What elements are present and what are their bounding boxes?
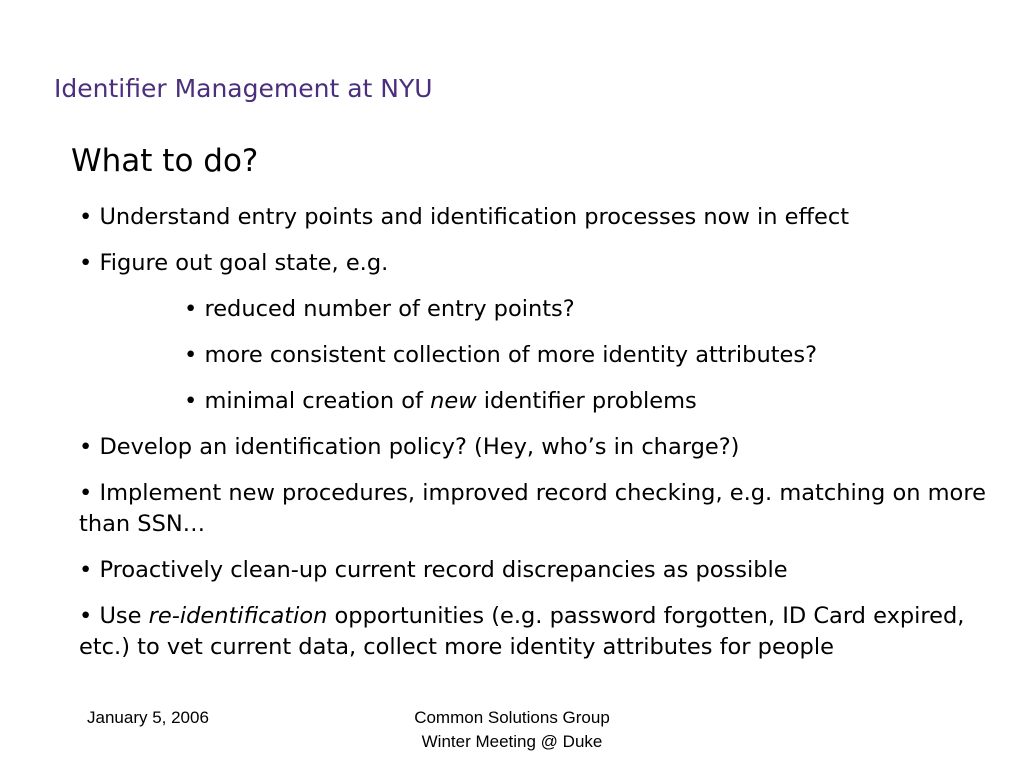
bullet-text: Understand entry points and identification processes now in effect: [99, 204, 850, 230]
bullet-emphasis: new: [430, 388, 477, 414]
bullet-mark: •: [79, 204, 93, 230]
footer-date: January 5, 2006: [87, 708, 209, 727]
footer-event-line: Winter Meeting @ Duke: [421, 732, 603, 751]
bullet-mark: •: [79, 480, 93, 506]
bullet-item: [79, 478, 1014, 540]
footer-event: [362, 706, 662, 754]
bullet-mark: •: [184, 342, 198, 368]
bullet-text: reduced number of entry points?: [204, 296, 575, 322]
bullet-mark: •: [79, 250, 93, 276]
bullet-text-before: Use: [99, 603, 142, 629]
bullet-mark: •: [184, 388, 198, 414]
bullet-text-after: opportunities (e.g. password forgotten, ID Card expired, etc.) to vet current data, collect more identity attributes for people: [79, 603, 965, 660]
sub-bullet-item: [184, 340, 1014, 371]
bullet-item: [79, 601, 1014, 663]
bullet-item: [79, 555, 1014, 586]
bullet-mark: •: [184, 296, 198, 322]
bullet-text: Implement new procedures, improved record checking, e.g. matching on more than SSN…: [79, 480, 986, 537]
slide-title: Identifier Management at NYU: [54, 74, 433, 103]
bullet-text: Develop an identification policy? (Hey, who’s in charge?): [99, 434, 740, 460]
bullet-item: [79, 432, 1014, 463]
slide-subtitle: What to do?: [71, 143, 259, 179]
bullet-emphasis: re-identification: [148, 603, 328, 629]
sub-bullet-item: [184, 386, 1014, 417]
bullet-text-before: minimal creation of: [204, 388, 423, 414]
bullet-mark: •: [79, 434, 93, 460]
bullet-item: [79, 248, 1014, 279]
bullet-text: more consistent collection of more identity attributes?: [204, 342, 818, 368]
footer-event-line: Common Solutions Group: [414, 708, 610, 727]
bullet-item: [79, 202, 1014, 233]
bullet-mark: •: [79, 603, 93, 629]
bullet-text: Proactively clean-up current record discrepancies as possible: [99, 557, 788, 583]
sub-bullet-item: [184, 294, 1014, 325]
bullet-text: Figure out goal state, e.g.: [99, 250, 389, 276]
bullet-mark: •: [79, 557, 93, 583]
bullet-text-after: identifier problems: [483, 388, 697, 414]
